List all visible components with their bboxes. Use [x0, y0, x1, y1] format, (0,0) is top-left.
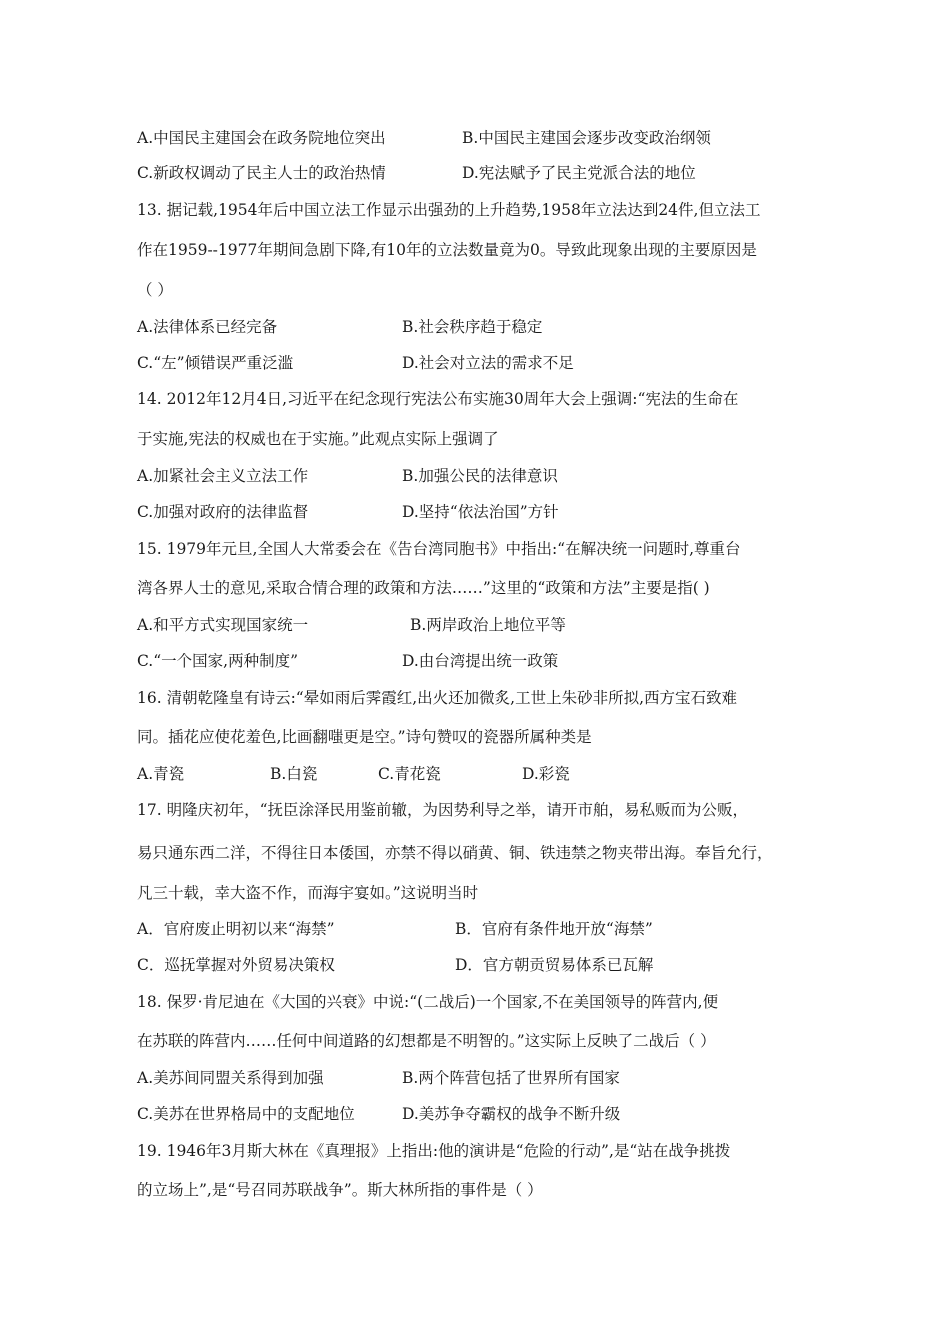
q17-option-c: C．巡抚掌握对外贸易决策权	[137, 956, 335, 974]
q13-stem-line2: 作在1959--1977年期间急剧下降,有10年的立法数量竟为0。导致此现象出现的主要原因是	[137, 241, 757, 259]
q15-option-c: C.“一个国家,两种制度”	[137, 652, 299, 670]
q16-stem-line1: 16. 清朝乾隆皇有诗云:“晕如雨后霁霞红,出火还加微炙,工世上朱砂非所拟,西方宝石致难	[137, 689, 738, 707]
q16-option-a: A.青瓷	[137, 765, 185, 783]
q12-option-a: A.中国民主建国会在政务院地位突出	[137, 129, 386, 147]
q12-option-d: D.宪法赋予了民主党派合法的地位	[462, 164, 696, 182]
q17-stem-line2: 易只通东西二洋，不得往日本倭国，亦禁不得以硝黄、铜、铁违禁之物夹带出海。奉旨允行，	[137, 844, 773, 862]
q12-option-c: C.新政权调动了民主人士的政治热情	[137, 164, 386, 182]
q14-stem-line2: 于实施,宪法的权威也在于实施。”此观点实际上强调了	[137, 430, 499, 448]
q17-option-a: A．官府废止明初以来“海禁”	[137, 920, 335, 938]
q14-option-b: B.加强公民的法律意识	[402, 467, 558, 485]
q18-option-a: A.美苏间同盟关系得到加强	[137, 1069, 324, 1087]
q16-option-c: C.青花瓷	[378, 765, 441, 783]
q13-option-a: A.法律体系已经完备	[137, 318, 278, 336]
q13-answer-blank: （ ）	[137, 281, 173, 299]
q15-option-b: B.两岸政治上地位平等	[410, 616, 566, 634]
q18-stem-line2: 在苏联的阵营内……任何中间道路的幻想都是不明智的。”这实际上反映了二战后（ ）	[137, 1032, 716, 1050]
q16-option-b: B.白瓷	[270, 765, 318, 783]
q14-stem-line1: 14. 2012年12月4日,习近平在纪念现行宪法公布实施30周年大会上强调:“宪法的生命在	[137, 390, 739, 408]
q16-stem-line2: 同。插花应使花羞色,比画翻嗤更是空。”诗句赞叹的瓷器所属种类是	[137, 728, 592, 746]
q14-option-d: D.坚持“依法治国”方针	[402, 503, 559, 521]
q19-stem-line1: 19. 1946年3月斯大林在《真理报》上指出:他的演讲是“危险的行动”,是“站在战争挑拨	[137, 1142, 731, 1160]
q19-stem-line2: 的立场上”,是“号召同苏联战争”。斯大林所指的事件是（ ）	[137, 1181, 543, 1199]
q18-option-d: D.美苏争夺霸权的战争不断升级	[402, 1105, 621, 1123]
q17-stem-line1: 17. 明隆庆初年，“抚臣涂泽民用鉴前辙，为因势利导之举，请开市舶，易私贩而为公贩，	[137, 801, 749, 819]
q12-option-b: B.中国民主建国会逐步改变政治纲领	[462, 129, 711, 147]
q15-stem-line2: 湾各界人士的意见,采取合情合理的政策和方法……”这里的“政策和方法”主要是指( )	[137, 579, 710, 597]
q16-option-d: D.彩瓷	[522, 765, 570, 783]
q14-option-c: C.加强对政府的法律监督	[137, 503, 309, 521]
q13-option-d: D.社会对立法的需求不足	[402, 354, 574, 372]
q17-stem-line3: 凡三十载，幸大盗不作，而海宇宴如。”这说明当时	[137, 884, 479, 902]
q15-option-d: D.由台湾提出统一政策	[402, 652, 559, 670]
q13-option-c: C.“左”倾错误严重泛滥	[137, 354, 294, 372]
q13-stem-line1: 13. 据记载,1954年后中国立法工作显示出强劲的上升趋势,1958年立法达到24件,但立法工	[137, 201, 761, 219]
q15-stem-line1: 15. 1979年元旦,全国人大常委会在《告台湾同胞书》中指出:“在解决统一问题时,尊重台	[137, 540, 741, 558]
q18-stem-line1: 18. 保罗·肯尼迪在《大国的兴衰》中说:“(二战后)一个国家,不在美国领导的阵营内,便	[137, 993, 719, 1011]
q14-option-a: A.加紧社会主义立法工作	[137, 467, 309, 485]
q13-option-b: B.社会秩序趋于稳定	[402, 318, 543, 336]
q18-option-c: C.美苏在世界格局中的支配地位	[137, 1105, 355, 1123]
q15-option-a: A.和平方式实现国家统一	[137, 616, 309, 634]
q18-option-b: B.两个阵营包括了世界所有国家	[402, 1069, 620, 1087]
q17-option-b: B．官府有条件地开放“海禁”	[455, 920, 653, 938]
q17-option-d: D．官方朝贡贸易体系已瓦解	[455, 956, 654, 974]
